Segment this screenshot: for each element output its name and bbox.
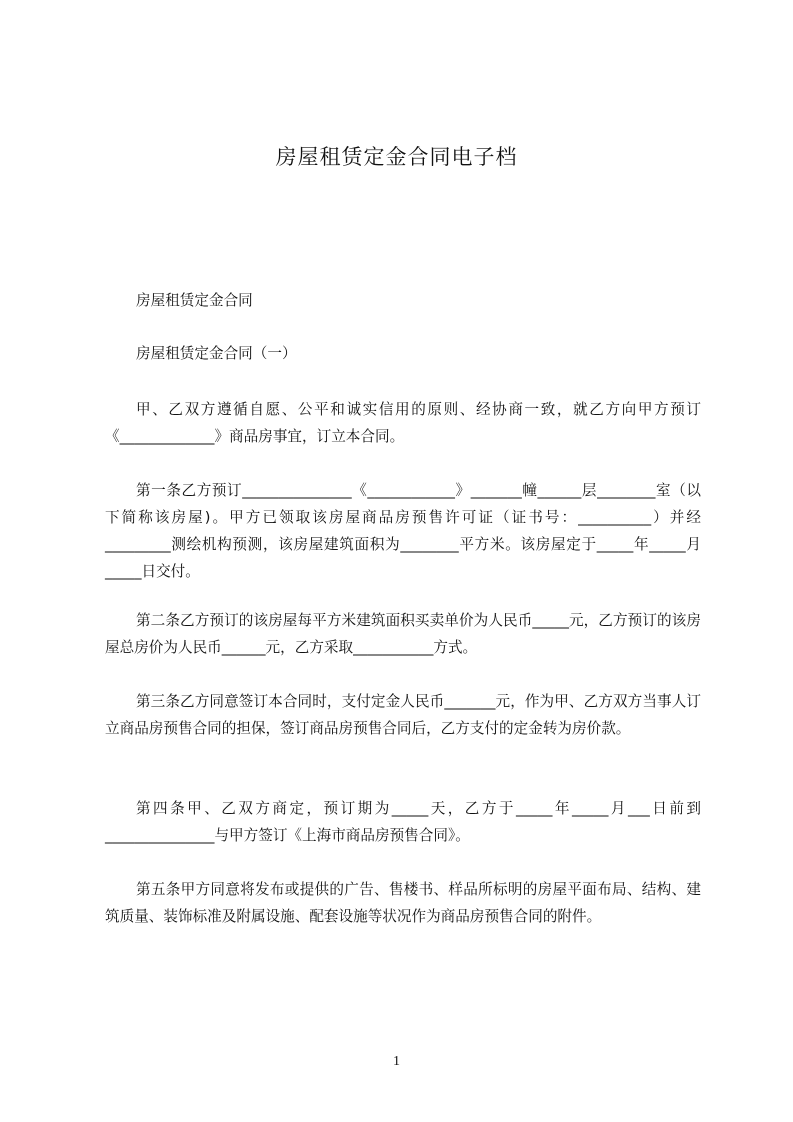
article-2: 第二条乙方预订的该房屋每平方米建筑面积买卖单价为人民币_____元，乙方预订的该房屋总房价为人民币______元，乙方采取___________方式。 bbox=[105, 612, 701, 656]
article-1: 第一条乙方预订_______________《____________》_______幢______层________室（以下简称该房屋)。甲方已领取该房屋商品房预售许可证（证书号：__________）并经_________测绘机构预测，该房屋建筑面积为________平方米。该房屋定于_____年_____月_____日交付。 bbox=[105, 482, 701, 580]
intro-paragraph: 甲、乙双方遵循自愿、公平和诚实信用的原则、经协商一致，就乙方向甲方预订《_____________》商品房事宜，订立本合同。 bbox=[105, 401, 701, 445]
page-number: 1 bbox=[393, 1054, 400, 1069]
contract-heading: 房屋租赁定金合同 bbox=[136, 292, 253, 309]
article-3: 第三条乙方同意签订本合同时，支付定金人民币_______元，作为甲、乙方双方当事人订立商品房预售合同的担保，签订商品房预售合同后，乙方支付的定金转为房价款。 bbox=[105, 693, 701, 737]
article-4: 第四条甲、乙双方商定，预订期为_____天，乙方于_____年_____月___日前到_______________与甲方签订《上海市商品房预售合同》。 bbox=[105, 800, 701, 844]
document-title: 房屋租赁定金合同电子档 bbox=[275, 145, 518, 169]
contract-subheading: 房屋租赁定金合同（一） bbox=[136, 345, 297, 362]
article-5: 第五条甲方同意将发布或提供的广告、售楼书、样品所标明的房屋平面布局、结构、建筑质量、装饰标准及附属设施、配套设施等状况作为商品房预售合同的附件。 bbox=[105, 881, 701, 925]
